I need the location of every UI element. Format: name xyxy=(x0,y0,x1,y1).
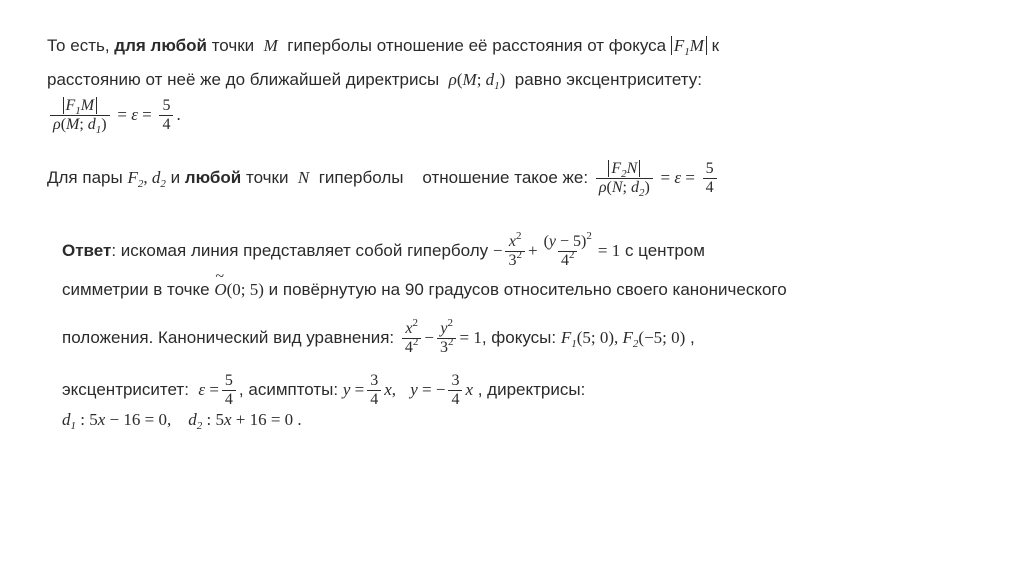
math-point-O: ~ O(0; 5) xyxy=(214,280,264,299)
fraction-3-4: $\frac{3}{4}$ xyxy=(367,372,381,409)
text-segment: точки xyxy=(245,167,289,187)
fraction-5-4: $\frac{5}{4}$ xyxy=(703,160,717,197)
answer-line-3: положения. Канонический вид уравнения: $\frac{x^2}{4^2}$ − $\frac{y^2}{3^2}$ = 1, фокусы: $F_1(5$; 0), $F_2(-5$; 0) , xyxy=(62,317,695,356)
text-segment: отношение такое же: xyxy=(422,167,589,187)
text-segment: , асимптоты: xyxy=(238,379,339,399)
math-abs-F1M: $F_1M$ xyxy=(671,36,707,55)
text-line-1 xyxy=(47,36,719,56)
math-N: N xyxy=(297,167,310,187)
math-F2-d2: $F_2$, $d_2$ xyxy=(127,167,166,190)
math-x: x, xyxy=(384,379,397,399)
answer-label: Ответ xyxy=(62,240,112,260)
math-eq-epsilon: = ε = xyxy=(117,104,152,124)
fraction-x2-3sq: $\frac{x^2}{3^2}$ xyxy=(505,233,525,270)
answer-line-4 xyxy=(62,372,585,409)
text-segment: : искомая линия представляет собой гиперболу xyxy=(111,240,489,260)
bold-text: любой xyxy=(184,167,242,187)
text-segment: симметрии в точке xyxy=(62,280,210,299)
text-segment: гиперболы отношение её расстояния от фокуса xyxy=(287,36,667,55)
fraction-F1M-rho: $\frac{F_1M}{\rho(M; d_1)}$ xyxy=(50,97,110,134)
fraction-5-4: $\frac{5}{4}$ xyxy=(159,97,173,134)
text-segment: и xyxy=(170,167,181,187)
text-segment: положения. Канонический вид уравнения: xyxy=(62,327,395,347)
text-segment: То есть, xyxy=(47,36,110,55)
fraction-y2-3sq: $\frac{y^2}{3^2}$ xyxy=(437,320,457,357)
answer-line-1: Ответ: искомая линия представляет собой гиперболу − $\frac{x^2}{3^2}$ + $\frac{(y - 5)^2}{4^2}$ = 1 с центром xyxy=(62,230,705,269)
bold-text: для любой xyxy=(114,36,207,55)
text-segment: равно эксцентриситету: xyxy=(514,70,702,89)
math-foci: $F_1(5$; 0), $F_2(-5$; 0) xyxy=(560,327,686,350)
text-segment: к xyxy=(711,36,720,55)
text-line-2 xyxy=(47,70,702,90)
math-y-eq: y = xyxy=(342,379,365,399)
answer-line-2 xyxy=(62,280,787,300)
fraction-3-4: $\frac{3}{4}$ xyxy=(448,372,462,409)
text-segment: точки xyxy=(211,36,255,55)
text-segment: гиперболы xyxy=(318,167,404,187)
text-segment: эксцентриситет: xyxy=(62,379,189,399)
math-directrices: $d_1$ : 5x − 16 = 0, $d_2$ : 5x + 16 = 0 . xyxy=(62,410,302,432)
fraction-5-4: $\frac{5}{4}$ xyxy=(222,372,236,409)
math-rho-M-d1: ρ(M; $d_1$) xyxy=(448,70,506,92)
text-segment: и повёрнутую на 90 градусов относительно своего канонического xyxy=(268,280,787,299)
fraction-F2N-rho: $\frac{F_2N}{\rho(N; d_2)}$ xyxy=(596,160,653,197)
text-segment: Для пары xyxy=(47,167,123,187)
math-eq-epsilon: = ε = xyxy=(660,167,695,187)
math-y-eq-neg: y = − xyxy=(410,379,446,399)
text-segment: с центром xyxy=(624,240,705,260)
text-segment: расстоянию от неё же до ближайшей директрисы xyxy=(47,70,440,89)
fraction-x2-4sq: $\frac{x^2}{4^2}$ xyxy=(402,320,422,357)
math-x: x xyxy=(465,379,473,399)
math-epsilon: ε = xyxy=(198,379,219,399)
text-segment: , фокусы: xyxy=(481,327,557,347)
fraction-y5-4sq: $\frac{(y - 5)^2}{4^2}$ xyxy=(543,230,592,269)
text-segment: , директрисы: xyxy=(477,379,586,399)
text-line-4 xyxy=(47,160,720,197)
math-minus: − xyxy=(492,240,503,260)
answer-line-5 xyxy=(62,410,302,430)
formula-line-3: $\frac{F_1M}{\rho(M; d_1)}$ = ε = $\frac{5}{4}$ . xyxy=(47,97,181,134)
math-M: M xyxy=(263,36,278,55)
